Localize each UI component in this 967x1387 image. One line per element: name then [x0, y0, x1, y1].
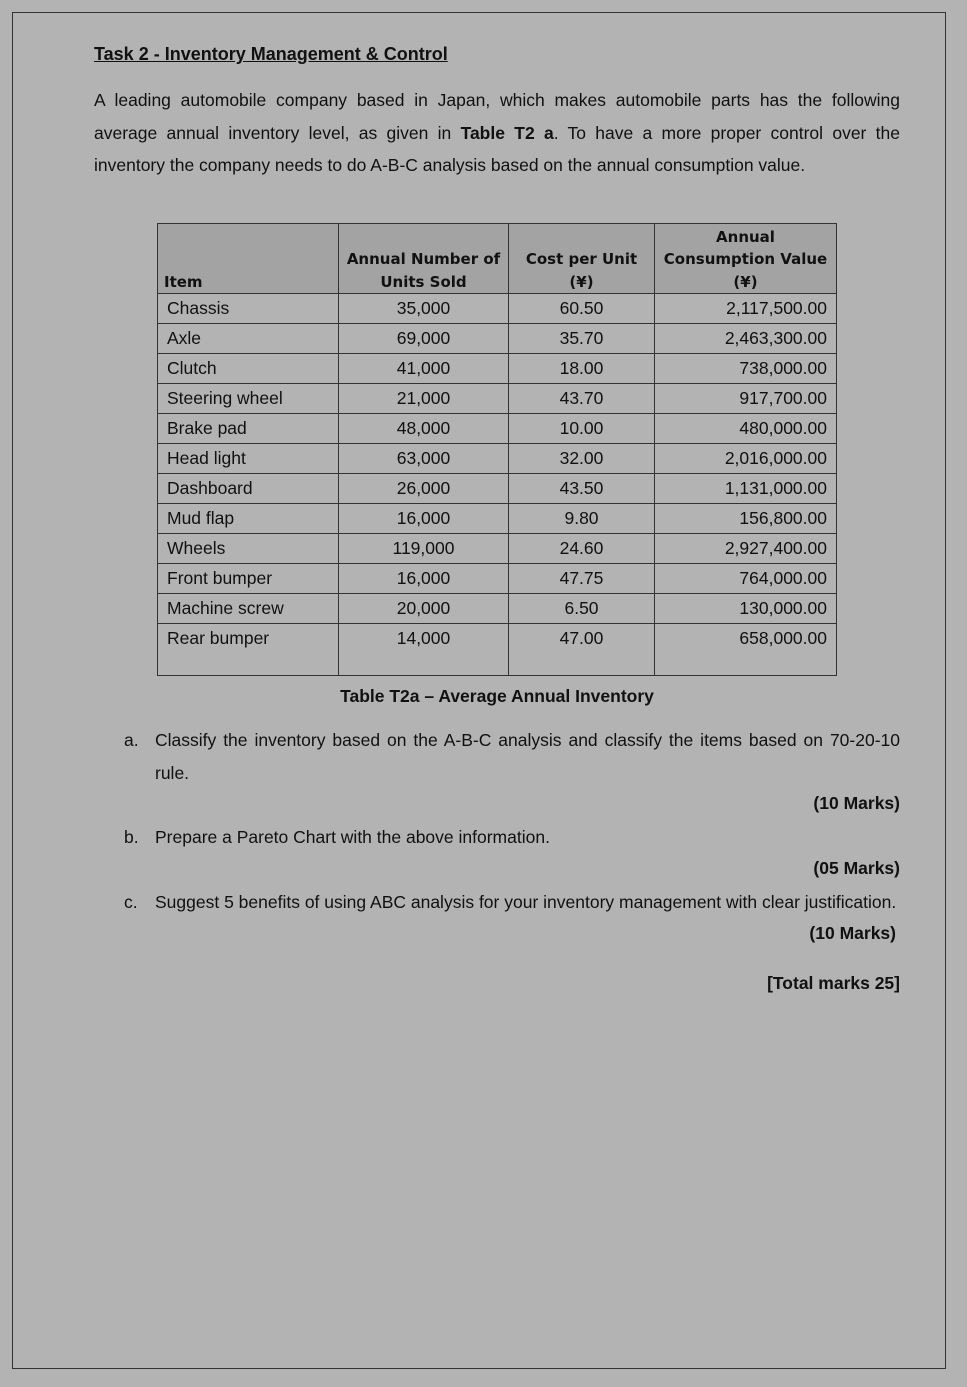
marks-a: (10 Marks): [813, 793, 900, 813]
question-label: a.: [124, 730, 139, 750]
header-consumption-value: Annual Consumption Value (¥): [655, 224, 837, 294]
cell-value: 2,016,000.00: [655, 444, 837, 474]
marks-c: (10 Marks): [809, 923, 896, 943]
marks-b: (05 Marks): [813, 858, 900, 878]
cell-item: Front bumper: [158, 564, 339, 594]
table-row: [158, 594, 837, 624]
table-row: [158, 294, 837, 324]
cell-value: 130,000.00: [655, 594, 837, 624]
question-label: c.: [124, 892, 138, 912]
header-units-sold: Annual Number of Units Sold: [339, 224, 509, 294]
cell-units: 48,000: [339, 414, 509, 444]
cell-value: 2,117,500.00: [655, 294, 837, 324]
cell-value: 764,000.00: [655, 564, 837, 594]
table-row: [158, 354, 837, 384]
question-a: [124, 724, 900, 789]
cell-cost: 18.00: [509, 354, 655, 384]
intro-text-end: . To have a more proper control over the inventory the company needs to do A-B-C analysis based on the annual consumption value.: [94, 122, 900, 175]
intro-paragraph: [94, 84, 900, 182]
inventory-table: [157, 223, 837, 676]
cell-value: 2,927,400.00: [655, 534, 837, 564]
cell-item: Machine screw: [158, 594, 339, 624]
cell-cost: 32.00: [509, 444, 655, 474]
cell-item: Head light: [158, 444, 339, 474]
question-b: [124, 821, 900, 854]
cell-item: Mud flap: [158, 504, 339, 534]
cell-item: Steering wheel: [158, 384, 339, 414]
cell-value: 480,000.00: [655, 414, 837, 444]
cell-item: Clutch: [158, 354, 339, 384]
table-header-row: [158, 224, 837, 294]
cell-units: 41,000: [339, 354, 509, 384]
cell-units: 21,000: [339, 384, 509, 414]
cell-value: 917,700.00: [655, 384, 837, 414]
question-text: Classify the inventory based on the A-B-C analysis and classify the items based on 70-20-10 rule.: [155, 730, 900, 783]
table-row: [158, 414, 837, 444]
header-cost-per-unit: Cost per Unit (¥): [509, 224, 655, 294]
cell-cost: 60.50: [509, 294, 655, 324]
cell-value: 738,000.00: [655, 354, 837, 384]
question-label: b.: [124, 827, 139, 847]
cell-item: Rear bumper: [158, 624, 339, 676]
cell-cost: 43.50: [509, 474, 655, 504]
cell-units: 16,000: [339, 564, 509, 594]
cell-cost: 47.00: [509, 624, 655, 676]
table-row: [158, 474, 837, 504]
cell-units: 20,000: [339, 594, 509, 624]
cell-units: 26,000: [339, 474, 509, 504]
cell-item: Chassis: [158, 294, 339, 324]
cell-item: Axle: [158, 324, 339, 354]
table-row: [158, 444, 837, 474]
cell-units: 35,000: [339, 294, 509, 324]
cell-cost: 9.80: [509, 504, 655, 534]
intro-text-start: A leading automobile company based in Japan, which makes automobile parts has the following average annual inventory level, as given in: [94, 90, 900, 143]
question-text: Prepare a Pareto Chart with the above information.: [155, 827, 550, 847]
cell-value: 658,000.00: [655, 624, 837, 676]
cell-item: Dashboard: [158, 474, 339, 504]
cell-units: 16,000: [339, 504, 509, 534]
cell-units: 119,000: [339, 534, 509, 564]
cell-value: 1,131,000.00: [655, 474, 837, 504]
cell-cost: 10.00: [509, 414, 655, 444]
table-row: [158, 624, 837, 676]
cell-item: Wheels: [158, 534, 339, 564]
table-row: [158, 324, 837, 354]
total-marks: [Total marks 25]: [767, 973, 900, 993]
table-row: [158, 504, 837, 534]
cell-cost: 6.50: [509, 594, 655, 624]
question-c: [124, 886, 900, 919]
table-row: [158, 534, 837, 564]
table-row: [158, 564, 837, 594]
table-caption: Table T2a – Average Annual Inventory: [340, 686, 654, 706]
cell-item: Brake pad: [158, 414, 339, 444]
table-reference: Table T2 a: [460, 122, 554, 143]
cell-cost: 43.70: [509, 384, 655, 414]
header-item: Item: [158, 224, 339, 294]
cell-units: 63,000: [339, 444, 509, 474]
table-row: [158, 384, 837, 414]
cell-cost: 24.60: [509, 534, 655, 564]
cell-value: 156,800.00: [655, 504, 837, 534]
question-text: Suggest 5 benefits of using ABC analysis for your inventory management with clear justification.: [155, 892, 897, 912]
cell-value: 2,463,300.00: [655, 324, 837, 354]
cell-cost: 47.75: [509, 564, 655, 594]
cell-units: 14,000: [339, 624, 509, 676]
cell-cost: 35.70: [509, 324, 655, 354]
task-title: Task 2 - Inventory Management & Control: [94, 44, 448, 64]
cell-units: 69,000: [339, 324, 509, 354]
